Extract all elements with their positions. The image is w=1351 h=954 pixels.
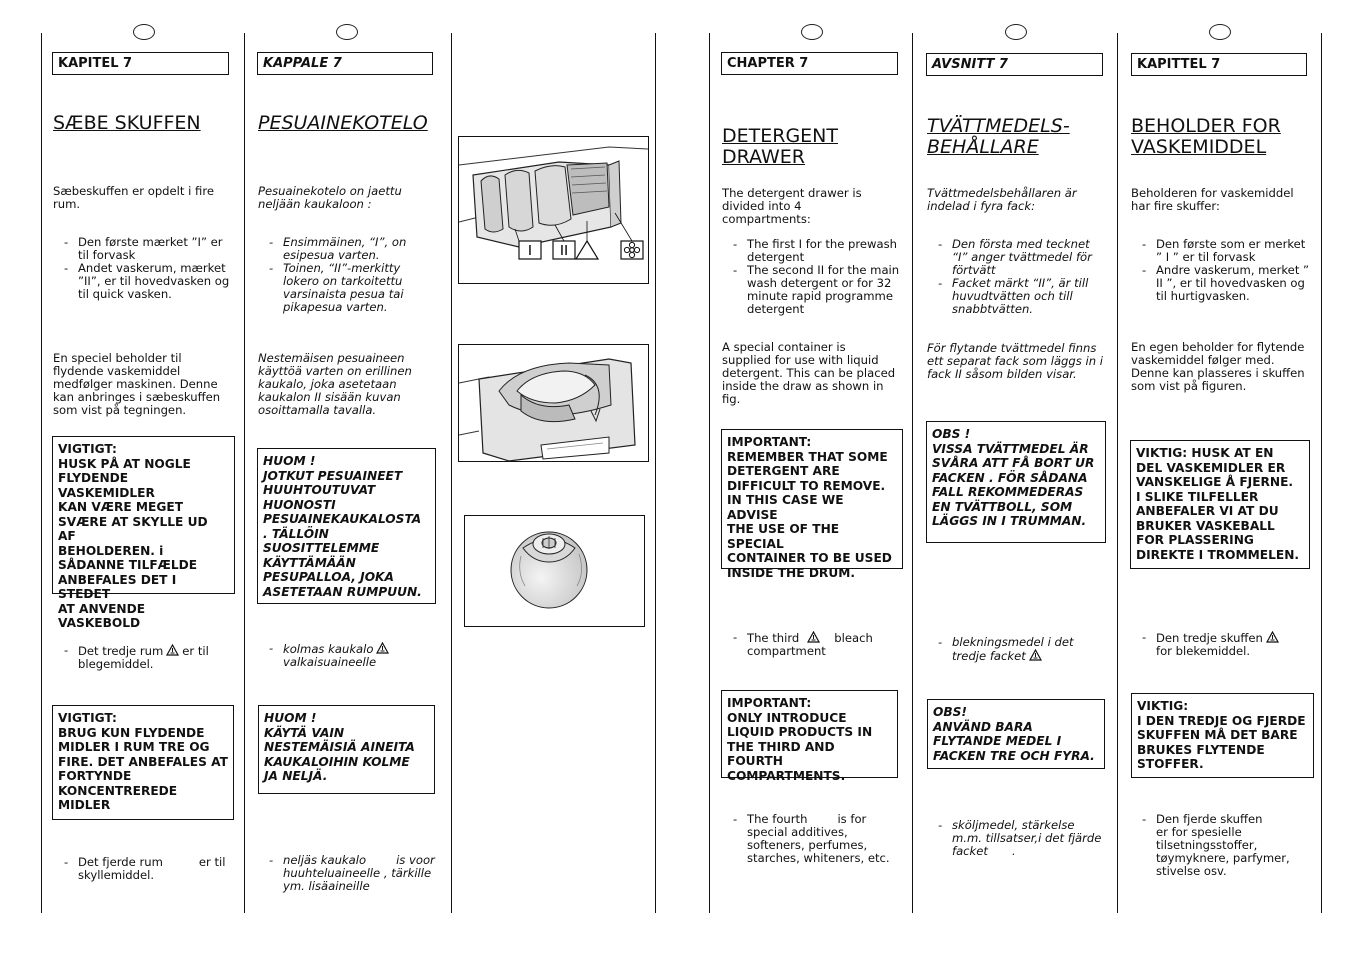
fourth-compartment-text: - sköljmedel, stärkelse m.m. tillsatser,i det fjärde facket . (927, 819, 1107, 858)
bleach-triangle-icon (376, 642, 389, 654)
warning-box: HUOM ! KÄYTÄ VAIN NESTEMÄISIÄ AINEITA KAUKALOIHIN KOLME JA NELJÄ. (258, 705, 435, 794)
language-oval (1209, 24, 1231, 40)
intro-text: Pesuainekotelo on jaettu neljään kaukaloon : (258, 184, 402, 211)
third-compartment-text: - Den tredje skuffen for blekemiddel. (1131, 631, 1301, 658)
third-compartment-text: - Det tredje rum er til blegemiddel. (53, 644, 235, 671)
intro-text: The detergent drawer is divided into 4 compartments: (722, 186, 862, 226)
warning-box: HUOM ! JOTKUT PESUAINEET HUUHTOUTUVAT HUONOSTI PESUAINEKAUKALOSTA . TÄLLÖIN SUOSITTELEMME KÄYTTÄMÄÄN PESUPALLOA, JOKA ASETETAAN RUMPUUN. (257, 448, 436, 604)
section-title: BEHOLDER FOR VASKEMIDDEL (1131, 115, 1281, 158)
washing-ball-figure (464, 515, 645, 627)
warning-box: VIKTIG: HUSK AT EN DEL VASKEMIDLER ER VANSKELIGE Å FJERNE. I SLIKE TILFELLER ANBEFALER VI AT DU BRUKER VASKEBALL FOR PLASSERING DIREKTE I TROMMELEN. (1130, 440, 1310, 569)
warning-box: IMPORTANT: ONLY INTRODUCE LIQUID PRODUCTS IN THE THIRD AND FOURTH COMPARTMENTS. (721, 690, 898, 778)
list-item: - Den første som er merket ” I ” er til forvask (1131, 238, 1311, 264)
drawer-compartments-figure (458, 136, 649, 284)
column-rule (451, 33, 452, 913)
bullet-list (53, 236, 235, 301)
liquid-container-text: En speciel beholder til flydende vaskemiddel medfølger maskinen. Denne kan anbringes i sæbeskuffen som vist på tegningen. (53, 351, 221, 417)
svg-text:II: II (559, 242, 569, 259)
fourth-compartment-text: - The fourth is for special additives, softeners, perfumes, starches, whiteners, etc. (722, 813, 897, 865)
language-oval (801, 24, 823, 40)
list-item: - The second II for the main wash detergent or for 32 minute rapid programme detergent (722, 264, 902, 316)
warning-box: VIKTIG: I DEN TREDJE OG FJERDE SKUFFEN MÅ DET BARE BRUKES FLYTENDE STOFFER. (1131, 693, 1314, 778)
warning-box: IMPORTANT: REMEMBER THAT SOME DETERGENT ARE DIFFICULT TO REMOVE. IN THIS CASE WE ADVISE THE USE OF THE SPECIAL CONTAINER TO BE USED INSIDE THE DRUM. (721, 429, 903, 569)
bleach-triangle-icon (1029, 649, 1042, 661)
language-oval (1005, 24, 1027, 40)
chapter-heading: AVSNITT 7 (926, 53, 1103, 76)
list-item: - Ensimmäinen, “I”, on esipesua varten. (258, 236, 428, 262)
chapter-heading: KAPITTEL 7 (1131, 53, 1307, 76)
language-oval (336, 24, 358, 40)
bullet-list (1131, 238, 1311, 303)
list-item: - Den første mærket ”I” er til forvask (53, 236, 235, 262)
warning-box: VIGTIGT: HUSK PÅ AT NOGLE FLYDENDE VASKEMIDLER KAN VÆRE MEGET SVÆRE AT SKYLLE UD AF BEHOLDEREN. i SÅDANNE TILFÆLDE ANBEFALES DET I STEDET AT ANVENDE VASKEBOLD (52, 436, 235, 594)
liquid-container-text: För flytande tvättmedel finns ett separat fack som läggs in i fack II såsom bilden visar. (927, 341, 1103, 381)
bullet-list (927, 238, 1107, 316)
intro-text: Sæbeskuffen er opdelt i fire rum. (53, 184, 214, 211)
section-title: TVÄTTMEDELS-BEHÅLLARE (927, 115, 1070, 158)
liquid-container-figure (458, 344, 649, 462)
section-title: SÆBE SKUFFEN (53, 112, 201, 134)
section-title: PESUAINEKOTELO (258, 112, 428, 134)
column-rule (655, 33, 656, 913)
chapter-heading: KAPPALE 7 (257, 52, 433, 75)
bleach-triangle-icon (1266, 631, 1279, 643)
list-item: - Andre vaskerum, merket ” II ”, er til hovedvasken og til hurtigvasken. (1131, 264, 1311, 303)
warning-box: OBS! ANVÄND BARA FLYTANDE MEDEL I FACKEN TRE OCH FYRA. (927, 699, 1105, 769)
language-oval (133, 24, 155, 40)
column-rule (1117, 33, 1118, 913)
fourth-compartment-text: - neljäs kaukalo is voor huuhteluaineelle , tärkille ym. lisäaineille (258, 854, 436, 893)
chapter-heading: CHAPTER 7 (721, 52, 898, 75)
bullet-list (258, 236, 428, 314)
third-compartment-text: - The third bleach compartment (722, 631, 897, 658)
warning-box: VIGTIGT: BRUG KUN FLYDENDE MIDLER I RUM TRE OG FIRE. DET ANBEFALES AT FORTYNDE KONCENTREREDE MIDLER (52, 705, 234, 820)
third-compartment-text: - blekningsmedel i det tredje facket (927, 636, 1095, 663)
list-item: - Toinen, “II”-merkitty lokero on tarkoitettu varsinaista pesua tai pikapesua varten. (258, 262, 428, 314)
list-item: - Den första med tecknet “I” anger tvättmedel för förtvätt (927, 238, 1107, 277)
list-item: - The first I for the prewash detergent (722, 238, 902, 264)
column-rule (1321, 33, 1322, 913)
intro-text: Tvättmedelsbehållaren är indelad i fyra fack: (927, 186, 1077, 213)
column-rule (709, 33, 710, 913)
section-title: DETERGENT DRAWER (722, 125, 838, 168)
column-rule (912, 33, 913, 913)
intro-text: Beholderen for vaskemiddel har fire skuffer: (1131, 186, 1294, 213)
list-item: - Facket märkt “II”, är till huvudtvätten och till snabbtvätten. (927, 277, 1107, 316)
svg-text:I: I (527, 242, 533, 259)
liquid-container-text: En egen beholder for flytende vaskemiddel følger med. Denne kan plasseres i skuffen som vist på figuren. (1131, 340, 1305, 393)
third-compartment-text: - kolmas kaukalo valkaisuaineelle (258, 642, 428, 669)
bleach-triangle-icon (807, 631, 820, 643)
bullet-list (722, 238, 902, 316)
liquid-container-text: A special container is supplied for use with liquid detergent. This can be placed inside the draw as shown in fig. (722, 340, 896, 406)
fourth-compartment-text: - Den fjerde skuffen er for spesielle tilsetningsstoffer, tøymyknere, parfymer, stivelse osv. (1131, 813, 1291, 878)
list-item: - Andet vaskerum, mærket ”II”, er til hovedvasken og til quick vasken. (53, 262, 235, 301)
fourth-compartment-text: - Det fjerde rum er til skyllemiddel. (53, 856, 235, 882)
bleach-triangle-icon (166, 644, 179, 656)
warning-box: OBS ! VISSA TVÄTTMEDEL ÄR SVÅRA ATT FÅ BORT UR FACKEN . FÖR SÅDANA FALL REKOMMEDERAS EN TVÄTTBOLL, SOM LÄGGS IN I TRUMMAN. (926, 421, 1106, 543)
liquid-container-text: Nestemäisen pesuaineen käyttöä varten on erillinen kaukalo, joka asetetaan kaukalon II sisään kuvan osoittamalla tavalla. (258, 351, 412, 417)
chapter-heading: KAPITEL 7 (52, 52, 229, 75)
column-rule (244, 33, 245, 913)
column-rule (41, 33, 42, 913)
